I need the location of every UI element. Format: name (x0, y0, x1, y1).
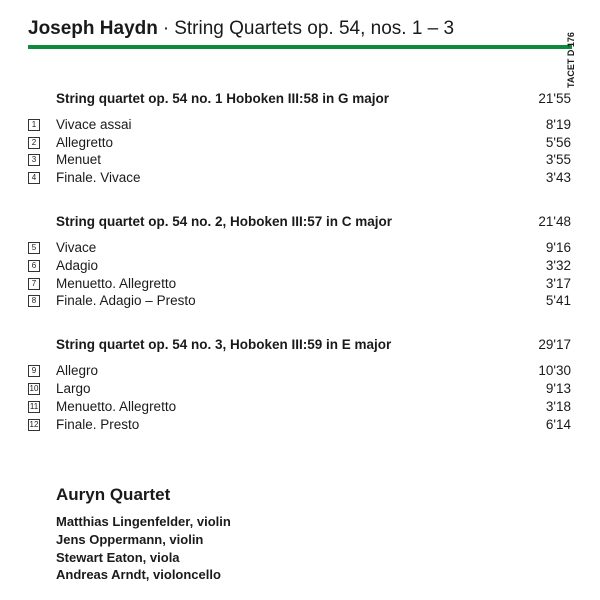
track-duration: 9'13 (545, 381, 571, 396)
header-rule (28, 45, 572, 49)
page-header (28, 18, 454, 40)
album-title: String Quartets op. 54, nos. 1 – 3 (174, 18, 455, 39)
track-number: 12 (29, 420, 39, 429)
track-duration: 3'55 (545, 152, 571, 167)
ensemble-name: Auryn Quartet (56, 485, 171, 504)
track-row (28, 258, 571, 275)
track-title: Menuetto. Allegretto (56, 399, 177, 414)
track-title: Allegretto (56, 135, 114, 150)
track-duration: 8'19 (545, 117, 571, 132)
track-duration: 10'30 (538, 363, 571, 378)
track-number: 11 (29, 402, 39, 411)
track-number: 10 (29, 384, 39, 393)
composer-name: Joseph Haydn (28, 18, 158, 39)
header-separator: · (162, 18, 170, 39)
track-number: 4 (28, 172, 40, 184)
track-duration: 3'18 (545, 399, 571, 414)
musician-3: Stewart Eaton, viola (56, 550, 180, 565)
track-number: 5 (28, 242, 40, 254)
track-duration: 3'43 (545, 170, 571, 185)
work-title-1: String quartet op. 54 no. 1 Hoboken III:58 in G major (56, 91, 390, 106)
track-title: Finale. Adagio – Presto (56, 293, 196, 308)
track-row (28, 363, 571, 380)
track-title: Vivace assai (56, 117, 132, 132)
track-number: 7 (28, 278, 40, 290)
track-row (28, 293, 571, 310)
track-row (28, 276, 571, 293)
musician-2: Jens Oppermann, violin (56, 532, 204, 547)
track-row (28, 240, 571, 257)
track-duration: 3'17 (545, 276, 571, 291)
track-row (28, 117, 571, 134)
track-row (28, 135, 571, 152)
work-total-1: 21'55 (538, 91, 571, 106)
track-number: 2 (28, 137, 40, 149)
track-number: 6 (28, 260, 40, 272)
track-number: 9 (28, 365, 40, 377)
track-duration: 6'14 (545, 417, 571, 432)
track-number: 1 (28, 119, 40, 131)
catalog-number (566, 18, 580, 88)
track-title: Largo (56, 381, 91, 396)
track-row (28, 417, 571, 434)
track-duration: 5'41 (545, 293, 571, 308)
track-title: Finale. Vivace (56, 170, 141, 185)
work-total-2: 21'48 (538, 214, 571, 229)
musician-4: Andreas Arndt, violoncello (56, 567, 221, 582)
track-title: Vivace (56, 240, 97, 255)
work-total-3: 29'17 (538, 337, 571, 352)
track-duration: 3'32 (545, 258, 571, 273)
musician-1: Matthias Lingenfelder, violin (56, 514, 231, 529)
track-row (28, 381, 571, 398)
track-duration: 5'56 (545, 135, 571, 150)
track-row (28, 152, 571, 169)
catalog-number-text: TACET D 176 (566, 32, 576, 88)
work-title-2: String quartet op. 54 no. 2, Hoboken III:57 in C major (56, 214, 393, 229)
track-row (28, 170, 571, 187)
track-title: Allegro (56, 363, 99, 378)
track-title: Menuetto. Allegretto (56, 276, 177, 291)
track-title: Menuet (56, 152, 102, 167)
track-duration: 9'16 (545, 240, 571, 255)
track-title: Finale. Presto (56, 417, 140, 432)
track-row (28, 399, 571, 416)
track-title: Adagio (56, 258, 99, 273)
track-number: 8 (28, 295, 40, 307)
work-title-3: String quartet op. 54 no. 3, Hoboken III:59 in E major (56, 337, 392, 352)
track-number: 3 (28, 154, 40, 166)
